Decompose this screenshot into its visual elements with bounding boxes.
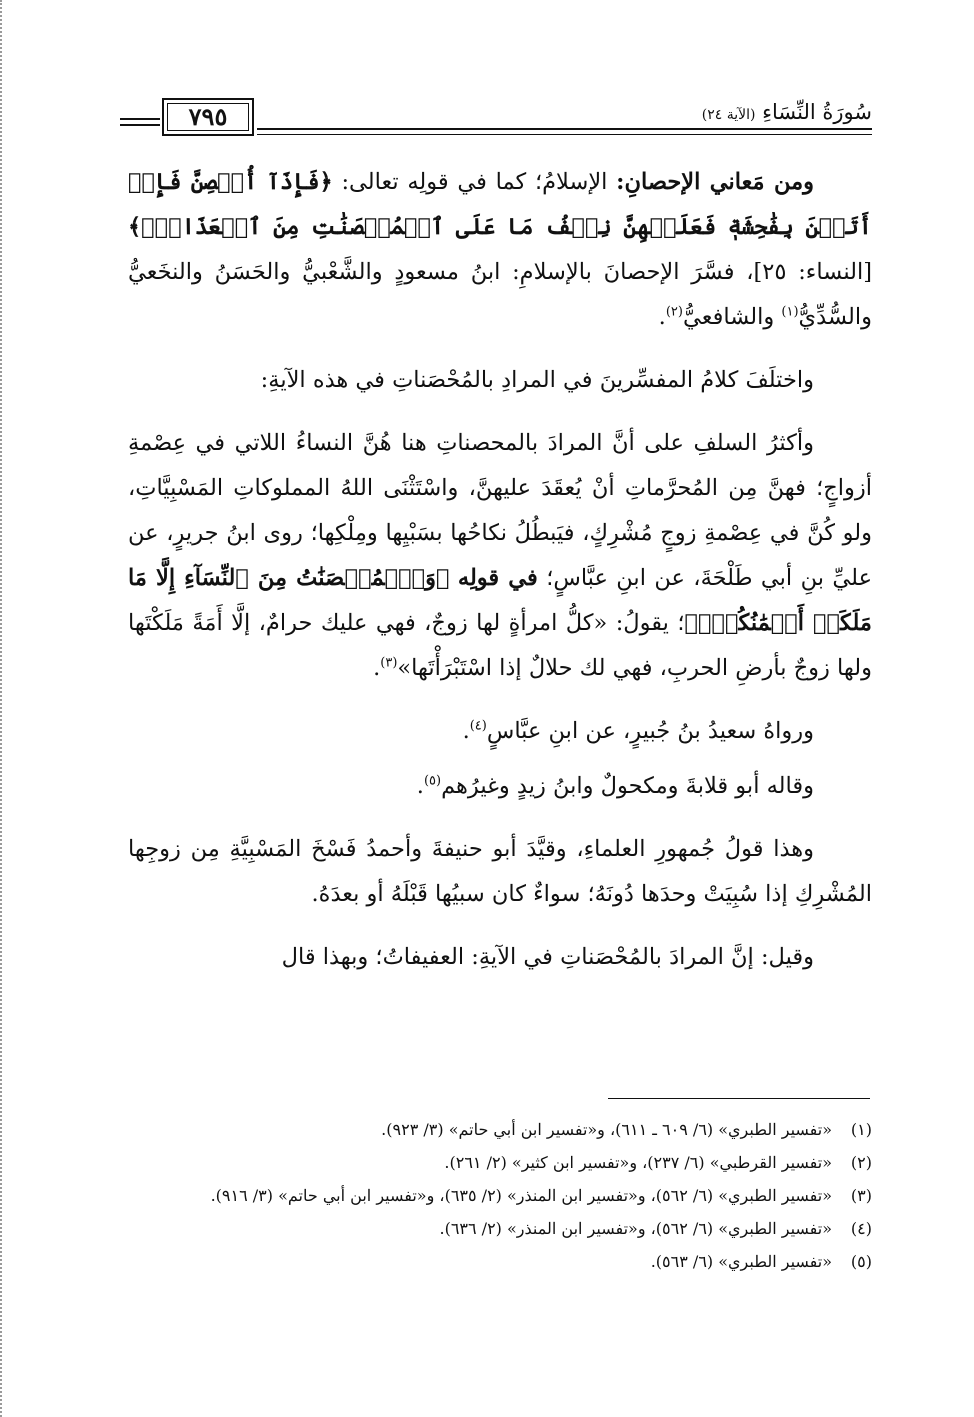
paragraph-end: . — [373, 655, 381, 681]
paragraph-end: . — [658, 304, 666, 330]
page-header — [120, 98, 872, 148]
header-rule — [120, 124, 160, 126]
paragraph — [128, 358, 872, 403]
footnote-text: «تفسير الطبري» (٦/ ٦٠٩ ـ ٦١١)، و«تفسير ابن أبي حاتم» (٣/ ٩٢٣). — [381, 1120, 832, 1139]
surah-title: سُورَةُ النِّسَاءِ — [762, 100, 872, 124]
paragraph — [128, 709, 872, 754]
footnotes — [128, 1114, 872, 1279]
footnote-separator — [608, 1098, 870, 1099]
footnote-number: (١) — [850, 1120, 872, 1139]
running-title — [702, 100, 872, 124]
footnote-ref[interactable]: (١) — [781, 304, 799, 320]
paragraph — [128, 160, 872, 340]
paragraph-text: ؛ يقولُ: «كلُّ امرأةٍ لها زوجٌ، فهي عليك حرامٌ، إلَّا أَمَةً مَلَكْتَها ولها زوجٌ بأرضِ الحربِ، فهي لك حلالٌ إذا اسْتَبْرَأْتَها» — [128, 610, 872, 681]
paragraph-text: وهذا قولُ جُمهورِ العلماءِ، وقيَّدَ أبو حنيفةَ وأحمدُ فَسْخَ المَسْبِيَّةِ مِن زوجِها المُشْرِكِ إذا سُبِيَتْ وحدَها دُونَهُ؛ سواءٌ كان سبيُها قَبْلَهُ أو بعدَهُ. — [128, 836, 872, 907]
paragraph-text: وأكثرُ السلفِ على أنَّ المرادَ بالمحصناتِ هنا هُنَّ النساءُ اللاتي في عِصْمةِ أزواجٍ؛ فهنَّ مِن المُحرَّماتِ أنْ يُعقَدَ عليهنَّ، واسْتَثْنَى اللهُ المملوكاتِ المَسْبِيَّاتِ، ولو كُنَّ في عِصْمةِ زوجٍ مُشْرِكٍ، فيَبطُلُ نكاحُها بسَبْيِها ومِلْكِها؛ روى ابنُ جريرٍ، عن عليِّ بنِ أبي طَلْحَةَ، عن ابنِ عبَّاسٍ؛ — [128, 430, 873, 591]
footnote-ref[interactable]: (٣) — [380, 655, 398, 671]
footnote — [128, 1246, 872, 1277]
footnote-ref[interactable]: (٤) — [469, 718, 487, 734]
footnote-ref[interactable]: (٥) — [423, 773, 442, 789]
paragraph — [128, 421, 872, 691]
footnote-text: «تفسير الطبري» (٦/ ٥٦٢)، و«تفسير ابن المنذر» (٢/ ٦٣٦). — [439, 1219, 832, 1238]
header-rule — [257, 134, 872, 135]
footnote-text: «تفسير الطبري» (٦/ ٥٦٢)، و«تفسير ابن المنذر» (٢/ ٦٣٥)، و«تفسير ابن أبي حاتم» (٣/ ٩١٦). — [210, 1186, 832, 1205]
footnote-number: (٣) — [850, 1186, 872, 1205]
footnote — [128, 1180, 872, 1211]
header-rule — [120, 118, 160, 120]
paragraph — [128, 764, 872, 809]
paragraph — [128, 827, 872, 917]
paragraph-text: ورواهُ سعيدُ بنُ جُبيرٍ، عن ابنِ عبَّاسٍ — [486, 718, 814, 744]
footnote-number: (٤) — [850, 1219, 872, 1238]
footnote-number: (٢) — [850, 1153, 872, 1172]
footnote — [128, 1114, 872, 1145]
quran-verse: ﴿وَٱلۡمُحۡصَنَٰتُ مِنَ ٱلنِّسَآءِ إِلَّا مَا مَلَكَتۡ أَيۡمَٰنُكُمۡۖ﴾ — [128, 565, 872, 636]
paragraph-text: والشافعيُّ — [682, 304, 782, 330]
paragraph-end: . — [416, 773, 424, 799]
scan-edge — [0, 0, 8, 1417]
paragraph-end: . — [462, 718, 470, 744]
paragraph-text: وقاله أبو قلابةَ ومكحولٌ وابنُ زيدٍ وغيرُهم — [441, 773, 814, 799]
footnote — [128, 1147, 872, 1178]
main-text — [128, 160, 872, 990]
ayah-label: (الآية ٢٤) — [701, 107, 756, 123]
footnote-text: «تفسير الطبري» (٦/ ٥٦٣). — [650, 1252, 832, 1271]
footnote — [128, 1213, 872, 1244]
paragraph-text: وقيل: إنَّ المرادَ بالمُحْصَناتِ في الآيةِ: العفيفاتُ؛ وبهذا قال — [281, 944, 814, 970]
paragraph-text: [النساء: ٢٥]، فسَّرَ الإحصانَ بالإسلامِ: ابنُ مسعودٍ والشَّعْبيُّ والحَسَنُ والنخَعيُّ والسُّدِّيُّ — [128, 259, 872, 330]
lead-phrase: ومن مَعاني الإحصانِ: — [616, 169, 814, 195]
page-number: ٧٩٥ — [162, 98, 254, 136]
lead-phrase: في قولِه — [457, 565, 538, 591]
footnote-text: «تفسير القرطبي» (٦/ ٢٣٧)، و«تفسير ابن كثير» (٢/ ٢٦١). — [444, 1153, 832, 1172]
paragraph — [128, 935, 872, 980]
paragraph-text: واختلَفَ كلامُ المفسِّرينَ في المرادِ بالمُحْصَناتِ في هذه الآيةِ: — [260, 367, 814, 393]
footnote-number: (٥) — [850, 1252, 872, 1271]
header-rule — [257, 128, 872, 130]
quran-verse: ﴿فَإِذَآ أُحۡصِنَّ فَإِنۡ أَتَيۡنَ بِفَٰحِشَةٖ فَعَلَيۡهِنَّ نِصۡفُ مَا عَلَى ٱلۡمُحۡصَنَٰتِ مِنَ ٱلۡعَذَابِۚ﴾ — [128, 169, 872, 240]
footnote-ref[interactable]: (٢) — [665, 304, 683, 320]
paragraph-text: الإسلامُ؛ كما في قولِه تعالى: — [332, 169, 617, 195]
